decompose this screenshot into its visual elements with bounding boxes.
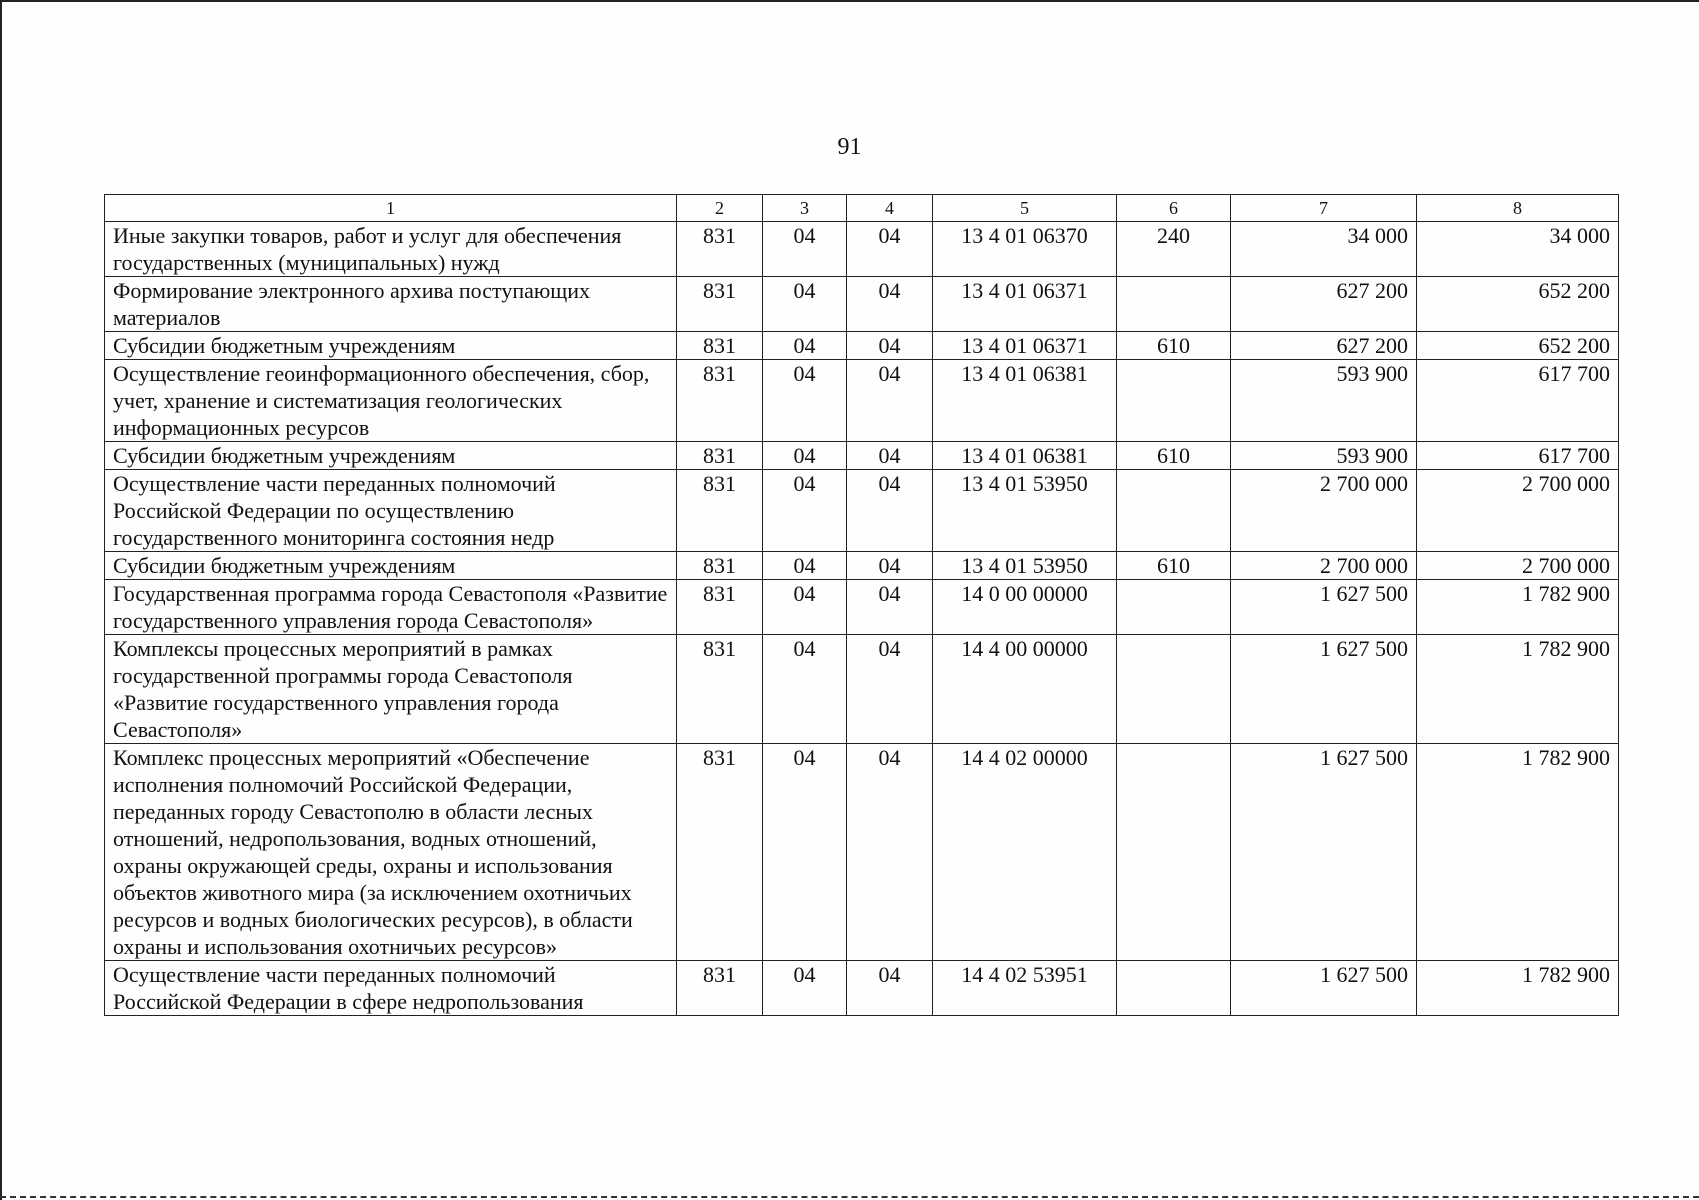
row-pr: 04 (847, 222, 933, 277)
row-name: Комплекс процессных мероприятий «Обеспечение исполнения полномочий Российской Федерации, переданных городу Севастополю в области лесных отношений, недропользования, водных отношений, охраны окружающей среды, охраны и использования объектов животного мира (за исключением охотничьих ресурсов и водных биологических ресурсов), в области охраны и использования охотничьих ресурсов» (105, 744, 677, 961)
row-ved: 831 (677, 744, 763, 961)
header-col-7: 7 (1231, 195, 1417, 222)
row-rz: 04 (763, 961, 847, 1016)
row-name: Иные закупки товаров, работ и услуг для обеспечения государственных (муниципальных) нужд (105, 222, 677, 277)
scan-bottom-dashed-edge (0, 1196, 1699, 1198)
row-name: Осуществление геоинформационного обеспечения, сбор, учет, хранение и систематизация геологических информационных ресурсов (105, 360, 677, 442)
header-col-2: 2 (677, 195, 763, 222)
row-sum2: 652 200 (1417, 277, 1619, 332)
row-sum1: 1 627 500 (1231, 744, 1417, 961)
row-pr: 04 (847, 277, 933, 332)
row-sum2: 617 700 (1417, 360, 1619, 442)
row-rz: 04 (763, 635, 847, 744)
row-sum1: 1 627 500 (1231, 635, 1417, 744)
table-row (105, 442, 1619, 470)
row-name: Субсидии бюджетным учреждениям (105, 552, 677, 580)
table-row (105, 961, 1619, 1016)
row-csr: 13 4 01 06371 (933, 332, 1117, 360)
row-pr: 04 (847, 332, 933, 360)
row-vr: 240 (1117, 222, 1231, 277)
row-ved: 831 (677, 442, 763, 470)
header-col-1: 1 (105, 195, 677, 222)
row-vr (1117, 470, 1231, 552)
row-csr: 13 4 01 06371 (933, 277, 1117, 332)
row-rz: 04 (763, 442, 847, 470)
budget-table (104, 194, 1619, 1016)
header-col-3: 3 (763, 195, 847, 222)
row-sum2: 652 200 (1417, 332, 1619, 360)
row-vr (1117, 277, 1231, 332)
row-name: Субсидии бюджетным учреждениям (105, 442, 677, 470)
row-ved: 831 (677, 360, 763, 442)
row-pr: 04 (847, 961, 933, 1016)
row-vr (1117, 744, 1231, 961)
row-sum2: 1 782 900 (1417, 580, 1619, 635)
row-sum1: 593 900 (1231, 442, 1417, 470)
header-col-6: 6 (1117, 195, 1231, 222)
row-sum2: 34 000 (1417, 222, 1619, 277)
row-sum2: 2 700 000 (1417, 470, 1619, 552)
table-row (105, 222, 1619, 277)
row-rz: 04 (763, 580, 847, 635)
header-col-4: 4 (847, 195, 933, 222)
row-sum1: 593 900 (1231, 360, 1417, 442)
row-rz: 04 (763, 332, 847, 360)
row-vr (1117, 360, 1231, 442)
row-pr: 04 (847, 635, 933, 744)
header-col-8: 8 (1417, 195, 1619, 222)
row-vr: 610 (1117, 332, 1231, 360)
row-vr (1117, 580, 1231, 635)
row-sum2: 617 700 (1417, 442, 1619, 470)
table-row (105, 360, 1619, 442)
row-pr: 04 (847, 442, 933, 470)
row-csr: 13 4 01 06381 (933, 442, 1117, 470)
table-row (105, 580, 1619, 635)
scan-top-border (0, 0, 1699, 2)
table-header-row (105, 195, 1619, 222)
row-sum2: 1 782 900 (1417, 961, 1619, 1016)
header-col-5: 5 (933, 195, 1117, 222)
row-pr: 04 (847, 744, 933, 961)
row-pr: 04 (847, 552, 933, 580)
row-sum1: 1 627 500 (1231, 580, 1417, 635)
row-rz: 04 (763, 552, 847, 580)
table-body (105, 222, 1619, 1016)
row-sum2: 1 782 900 (1417, 635, 1619, 744)
page-number: 91 (837, 134, 862, 160)
row-rz: 04 (763, 744, 847, 961)
scan-left-border (0, 0, 2, 1200)
table-row (105, 744, 1619, 961)
table-row (105, 277, 1619, 332)
row-name: Государственная программа города Севастополя «Развитие государственного управления города Севастополя» (105, 580, 677, 635)
row-name: Осуществление части переданных полномочий Российской Федерации по осуществлению государственного мониторинга состояния недр (105, 470, 677, 552)
table-row (105, 332, 1619, 360)
row-rz: 04 (763, 470, 847, 552)
row-pr: 04 (847, 580, 933, 635)
row-name: Субсидии бюджетным учреждениям (105, 332, 677, 360)
row-name: Осуществление части переданных полномочий Российской Федерации в сфере недропользования (105, 961, 677, 1016)
row-sum1: 1 627 500 (1231, 961, 1417, 1016)
row-sum1: 627 200 (1231, 332, 1417, 360)
row-csr: 14 4 02 53951 (933, 961, 1117, 1016)
row-sum1: 2 700 000 (1231, 470, 1417, 552)
row-ved: 831 (677, 470, 763, 552)
row-pr: 04 (847, 360, 933, 442)
table-row (105, 470, 1619, 552)
row-sum2: 2 700 000 (1417, 552, 1619, 580)
row-rz: 04 (763, 222, 847, 277)
row-vr (1117, 961, 1231, 1016)
row-csr: 14 4 02 00000 (933, 744, 1117, 961)
row-csr: 13 4 01 06370 (933, 222, 1117, 277)
row-name: Формирование электронного архива поступающих материалов (105, 277, 677, 332)
row-ved: 831 (677, 580, 763, 635)
row-sum1: 34 000 (1231, 222, 1417, 277)
row-vr: 610 (1117, 442, 1231, 470)
row-ved: 831 (677, 552, 763, 580)
row-ved: 831 (677, 277, 763, 332)
row-rz: 04 (763, 360, 847, 442)
row-ved: 831 (677, 961, 763, 1016)
row-sum2: 1 782 900 (1417, 744, 1619, 961)
row-csr: 13 4 01 53950 (933, 552, 1117, 580)
row-sum1: 2 700 000 (1231, 552, 1417, 580)
row-rz: 04 (763, 277, 847, 332)
row-ved: 831 (677, 635, 763, 744)
table-row (105, 635, 1619, 744)
row-sum1: 627 200 (1231, 277, 1417, 332)
row-csr: 14 4 00 00000 (933, 635, 1117, 744)
row-name: Комплексы процессных мероприятий в рамках государственной программы города Севастополя «Развитие государственного управления города Севастополя» (105, 635, 677, 744)
row-ved: 831 (677, 332, 763, 360)
table-row (105, 552, 1619, 580)
row-vr: 610 (1117, 552, 1231, 580)
row-ved: 831 (677, 222, 763, 277)
row-csr: 13 4 01 53950 (933, 470, 1117, 552)
row-csr: 13 4 01 06381 (933, 360, 1117, 442)
row-vr (1117, 635, 1231, 744)
row-csr: 14 0 00 00000 (933, 580, 1117, 635)
row-pr: 04 (847, 470, 933, 552)
